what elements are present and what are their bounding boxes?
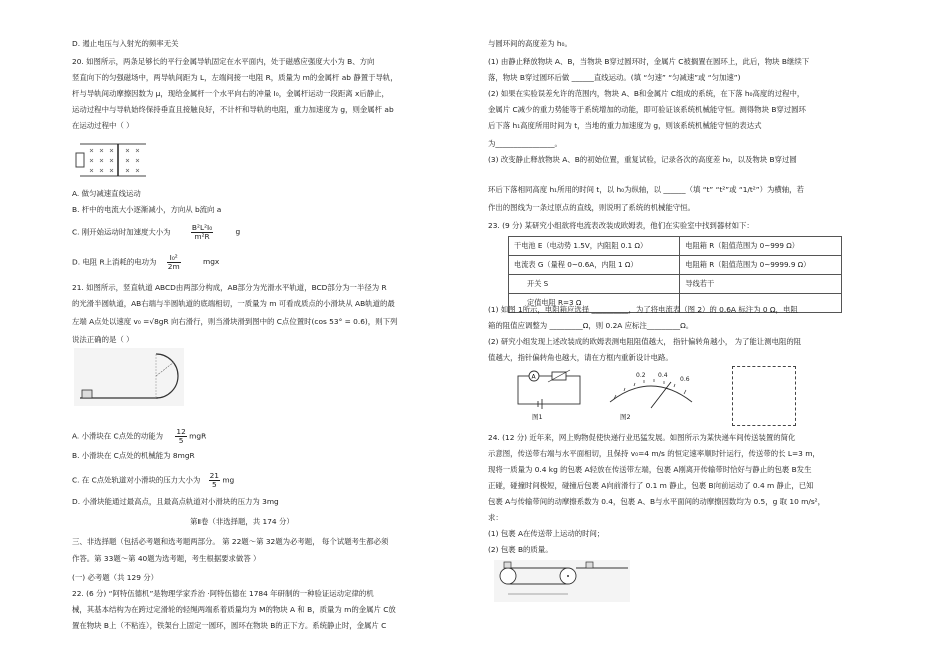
figure-1-caption: 图1 — [532, 413, 543, 421]
q21-figure — [74, 348, 184, 406]
q24-line-1: 24. (12 分) 近年来，网上购物促使快递行业迅猛发展。如图所示为某快递车间传送装置的简化 — [488, 433, 796, 442]
q22-part3-line-2: 环后下落相同高度 h₁所用的时间 t，以 h₀为纵轴，以 ______（填 “t” “t²”或 “1/t²”）为横轴，若 — [488, 185, 804, 194]
q24-line-4: 正碰，碰撞时间极短，碰撞后包裹 A向前滑行了 0.1 m 静止，包裹 B向前运动了 0.4 m 静止，已知 — [488, 481, 814, 490]
q24-line-5: 包裹 A与传输带间的动摩擦系数为 0.4，包裹 A、B与水平面间的动摩擦因数均为 0.5，g 取 10 m/s²， — [488, 497, 826, 506]
q21-option-a — [72, 428, 206, 445]
q20-c-prefix: C. 刚开始运动时加速度大小为 — [72, 227, 171, 237]
q22-part2-line-1: (2) 如果在实验误差允许的范围内，物块 A、B和金属片 C组成的系统，在下落 h₀高度的过程中， — [488, 89, 805, 98]
q20-line-4: 运动过程中与导轨始终保持垂直且接触良好，不计杆和导轨的电阻，重力加速度为 g，则金属杆 ab — [72, 105, 394, 114]
q21-c-denominator: 5 — [211, 479, 217, 489]
figure-2-caption: 图2 — [620, 413, 631, 421]
q20-option-d — [72, 254, 219, 271]
q21-line-4: 说法正确的是（ ） — [72, 335, 134, 344]
q20-line-5: 在运动过程中（ ） — [72, 121, 134, 130]
q20-c-suffix: g — [235, 227, 241, 237]
q20-c-denominator: m²R — [194, 231, 210, 241]
q20-option-b: B. 杆中的电流大小逐渐减小，方向从 b流向 a — [72, 205, 222, 214]
q22-part3-line-1: (3) 改变静止释放物块 A、B的初始位置，重复试验，记录各次的高度差 h₀，以及物块 B穿过圆 — [488, 155, 797, 164]
scale-label-0-6: 0.6 — [680, 376, 690, 383]
svg-text:A: A — [531, 373, 536, 381]
q19-option-d: D. 遏止电压与入射光的频率无关 — [72, 39, 179, 48]
q20-d-denominator: 2m — [167, 261, 180, 271]
q24-line-2: 示意图，传送带右端与水平面相切，且保持 v₀=4 m/s 的恒定速率顺时针运行，传送带的长 L=3 m， — [488, 449, 820, 458]
q22-line-2: 械，其基本结构为在跨过定滑轮的轻绳两端系着质量均为 M的物块 A 和 B，质量为 m的金属片 C放 — [72, 605, 396, 614]
q22-part1-line-2: 落，物块 B穿过圆环后做 ______直线运动。(填 “匀速” “匀减速”或 “匀加速”) — [488, 73, 741, 82]
q20-figure — [74, 138, 150, 182]
q23-equipment-table — [508, 236, 842, 313]
q21-a-numerator: 12 — [176, 427, 186, 436]
q21-a-suffix: mgR — [189, 431, 207, 441]
q23-part1-line-1: (1) 如图 1所示，电阻箱应选择 __________，为了将电流表（图 2）的 0.6A 标注为 0 Ω，电阻 — [488, 305, 798, 314]
q21-line-2: 的光滑半圆轨道，AB右端与半圆轨道的底端相切，一质量为 m 可看成质点的小滑块从 AB轨道的最 — [72, 299, 395, 308]
table-cell: 定值电阻 R=3 Ω — [509, 294, 680, 313]
part3-line-2: 作答。第 33题～第 40题为选考题，考生根据要求做答 ） — [72, 554, 261, 563]
q20-d-numerator: I₀² — [167, 254, 181, 263]
q21-c-suffix: mg — [222, 475, 235, 485]
q24-conveyor-figure — [494, 560, 630, 602]
q22-part2-line-3: 后下落 h₁高度所用时间为 t，当地的重力加速度为 g，则该系统机械能守恒的表达式 — [488, 121, 762, 130]
table-row — [509, 275, 842, 294]
q20-d-suffix: mgx — [203, 257, 220, 267]
table-row — [509, 256, 842, 275]
q21-option-b: B. 小滑块在 C点处的机械能为 8mgR — [72, 451, 195, 460]
q22-line-1: 22. (6 分) “阿特伍德机”是物理学家乔治 ·阿特伍德在 1784 年研制的一种验证运动定律的机 — [72, 589, 374, 598]
scale-label-0-4: 0.4 — [658, 372, 668, 379]
q21-line-3: 左端 A点处以速度 v₀ =√8gR 向右滑行，则当滑块滑到图中的 C点位置时(cos 53° = 0.6)，则下列 — [72, 317, 398, 326]
q23-part2-line-1: (2) 研究小组发现上述改装成的欧姆表测电阻阻值越大， 指针偏转角越小， 为了能让测电阻的阻 — [488, 337, 802, 346]
q24-part-2: (2) 包裹 B的质量。 — [488, 545, 553, 554]
scale-label-0-2: 0.2 — [636, 372, 646, 379]
q21-a-prefix: A. 小滑块在 C点处的动能为 — [72, 431, 164, 441]
q23-part2-line-2: 值越大，指针偏转角也越大，请在方框内重新设计电路。 — [488, 353, 673, 362]
q22-cont-line: 与圆环间的高度差为 h₀。 — [488, 39, 572, 48]
q23-intro: 23. (9 分) 某研究小组欲将电流表改装成欧姆表，他们在实验室中找到器材如下： — [488, 221, 754, 230]
q20-option-a: A. 做匀减速直线运动 — [72, 189, 141, 198]
q22-line-3: 置在物块 B上（不粘连），铁架台上固定一圆环，圆环在物块 B的正下方。系统静止时，金属片 C — [72, 621, 387, 630]
q24-line-6: 求： — [488, 513, 503, 522]
part2-title: 第Ⅱ卷（非选择题，共 174 分） — [190, 517, 294, 526]
q21-option-c — [72, 472, 234, 489]
q20-line-3: 杆与导轨间动摩擦因数为 μ，现给金属杆一个水平向右的冲量 I₀，金属杆运动一段距离 x后静止， — [72, 89, 389, 98]
q22-part1-line-1: (1) 由静止释放物块 A、B，当物块 B穿过圆环时，金属片 C被搁置在圆环上，此后，物块 B继续下 — [488, 57, 810, 66]
q22-part2-line-4: 为________________。 — [488, 139, 562, 148]
q24-line-3: 现将一质量为 0.4 kg 的包裹 A轻放在传送带左端，包裹 A刚离开传输带时恰好与静止的包裹 B发生 — [488, 465, 812, 474]
q22-part3-line-3: 作出的图线为一条过原点的直线，则说明了系统的机械能守恒。 — [488, 203, 695, 212]
q20-c-numerator: B²L²I₀ — [191, 223, 213, 232]
q20-line-2: 竖直向下的匀强磁场中，两导轨间距为 L，左端间接一电阻 R，质量为 m的金属杆 ab 静置于导轨， — [72, 73, 398, 82]
q20-line-1: 20. 如图所示，两条足够长的平行金属导轨固定在水平面内，处于磁感应强度大小为 B、方向 — [72, 57, 375, 66]
q21-option-d: D. 小滑块能通过最高点，且最高点轨道对小滑块的压力为 3mg — [72, 497, 279, 506]
q20-d-prefix: D. 电阻 R上消耗的电功为 — [72, 257, 157, 267]
q21-line-1: 21. 如图所示，竖直轨道 ABCD由两部分构成，AB部分为光滑水平轨道，BCD部分为一半径为 R — [72, 283, 387, 292]
table-cell: 导线若干 — [680, 275, 842, 294]
table-cell: 开关 S — [509, 275, 680, 294]
required-section-title: (一) 必考题（共 129 分） — [72, 573, 159, 582]
circuit-design-box — [732, 366, 796, 426]
table-cell: 电阻箱 R（阻值范围为 0~999 Ω） — [680, 237, 842, 256]
q21-a-denominator: 5 — [178, 435, 184, 445]
q21-c-numerator: 21 — [209, 471, 219, 480]
table-row — [509, 237, 842, 256]
q22-part2-line-2: 金属片 C减少的重力势能等于系统增加的动能，即可验证该系统机械能守恒。测得物块 B穿过圆环 — [488, 105, 806, 114]
table-cell: 干电池 E（电动势 1.5V，内阻阻 0.1 Ω） — [509, 237, 680, 256]
q20-option-c — [72, 224, 240, 241]
part3-line-1: 三、非选择题（包括必考题和选考题两部分。 第 22题～第 32题为必考题， 每个试题考生都必须 — [72, 537, 389, 546]
q23-part1-line-2: 箱的阻值应调整为 _________Ω，则 0.2A 应标注_________Ω。 — [488, 321, 694, 330]
q21-c-prefix: C. 在 C点处轨道对小滑块的压力大小为 — [72, 475, 201, 485]
q23-figure-1-circuit — [510, 368, 588, 420]
q24-part-1: (1) 包裹 A在传送带上运动的时间； — [488, 529, 605, 538]
table-cell: 电阻箱 R（阻值范围为 0~9999.9 Ω） — [680, 256, 842, 275]
table-cell: 电流表 G（量程 0~0.6A，内阻 1 Ω） — [509, 256, 680, 275]
